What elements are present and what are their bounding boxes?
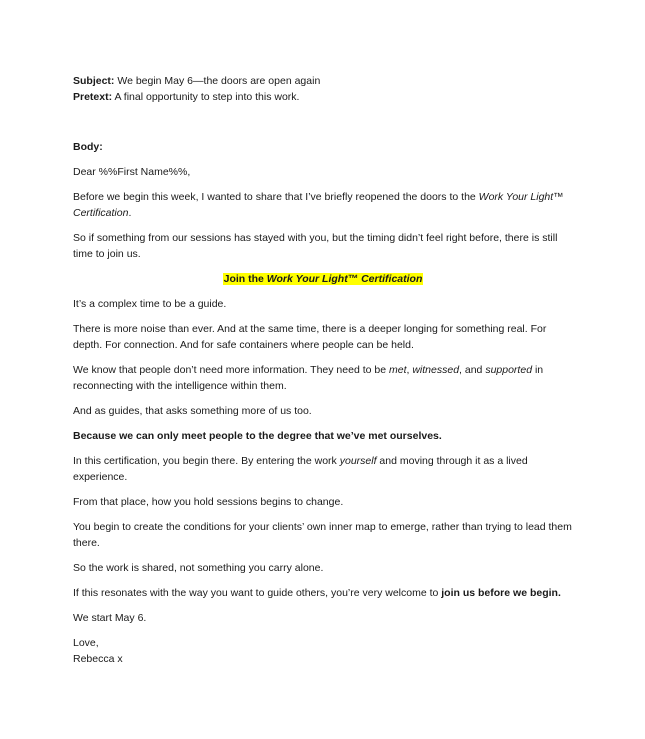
paragraph-noise: There is more noise than ever. And at the same time, there is a deeper longing for something real. For depth. For connection. And for safe containers where people can be held. [73, 323, 547, 351]
join-certification-link[interactable] [223, 273, 424, 285]
paragraph-reopened [73, 189, 573, 221]
signoff-love: Love, [73, 637, 99, 649]
signoff [73, 635, 573, 667]
cta-prefix: Join the [223, 273, 267, 285]
paragraph-shared: So the work is shared, not something you carry alone. [73, 562, 324, 574]
paragraph-begin-there [73, 453, 573, 485]
p5-met: met [388, 364, 407, 376]
pretext-text: A final opportunity to step into this work. [114, 91, 300, 103]
p5-a: We know that people don’t need more information. They need to be [73, 364, 389, 376]
p12-a: If this resonates with the way you want to guide others, you’re very welcome to [73, 587, 442, 599]
paragraph-resonates [73, 585, 573, 601]
pretext-label: Pretext: [73, 91, 113, 103]
signoff-name: Rebecca x [73, 653, 123, 665]
subject-text: We begin May 6—the doors are open again [117, 75, 321, 87]
p5-c: , and [459, 364, 486, 376]
paragraph-timing: So if something from our sessions has stayed with you, but the timing didn’t feel right before, there is still time to join us. [73, 232, 558, 260]
body-label: Body: [73, 141, 103, 153]
p8-b: and moving through it as a lived experience. [73, 455, 528, 483]
certification-name: Work Your Light™ Certification [73, 191, 564, 219]
paragraph-that-place: From that place, how you hold sessions begins to change. [73, 496, 344, 508]
paragraph-complex-time: It’s a complex time to be a guide. [73, 298, 227, 310]
subject-line [73, 73, 573, 89]
email-header [73, 73, 573, 105]
paragraph-reopened-text: Before we begin this week, I wanted to share that I’ve briefly reopened the doors to the [73, 191, 479, 203]
p5-witnessed: witnessed [412, 364, 460, 376]
cta-certification-name: Work Your Light™ Certification [266, 273, 423, 285]
paragraph-information [73, 362, 573, 394]
p5-d: in reconnecting with the intelligence within them. [73, 364, 544, 392]
paragraph-start-date: We start May 6. [73, 612, 147, 624]
pretext-line [73, 89, 573, 105]
p5-b: , [406, 364, 413, 376]
paragraph-conditions: You begin to create the conditions for your clients’ own inner map to emerge, rather than trying to lead them there. [73, 521, 572, 549]
paragraph-reopened-end: . [128, 207, 132, 219]
p5-supported: supported [485, 364, 533, 376]
cta-container [73, 271, 573, 287]
subject-label: Subject: [73, 75, 115, 87]
join-us-link[interactable]: join us before we begin. [441, 587, 561, 599]
paragraph-meet-people: Because we can only meet people to the degree that we’ve met ourselves. [73, 430, 442, 442]
p8-a: In this certification, you begin there. By entering the work [73, 455, 340, 467]
email-document [73, 73, 573, 667]
p8-yourself: yourself [339, 455, 377, 467]
paragraph-guides: And as guides, that asks something more of us too. [73, 405, 312, 417]
greeting: Dear %%First Name%%, [73, 166, 191, 178]
